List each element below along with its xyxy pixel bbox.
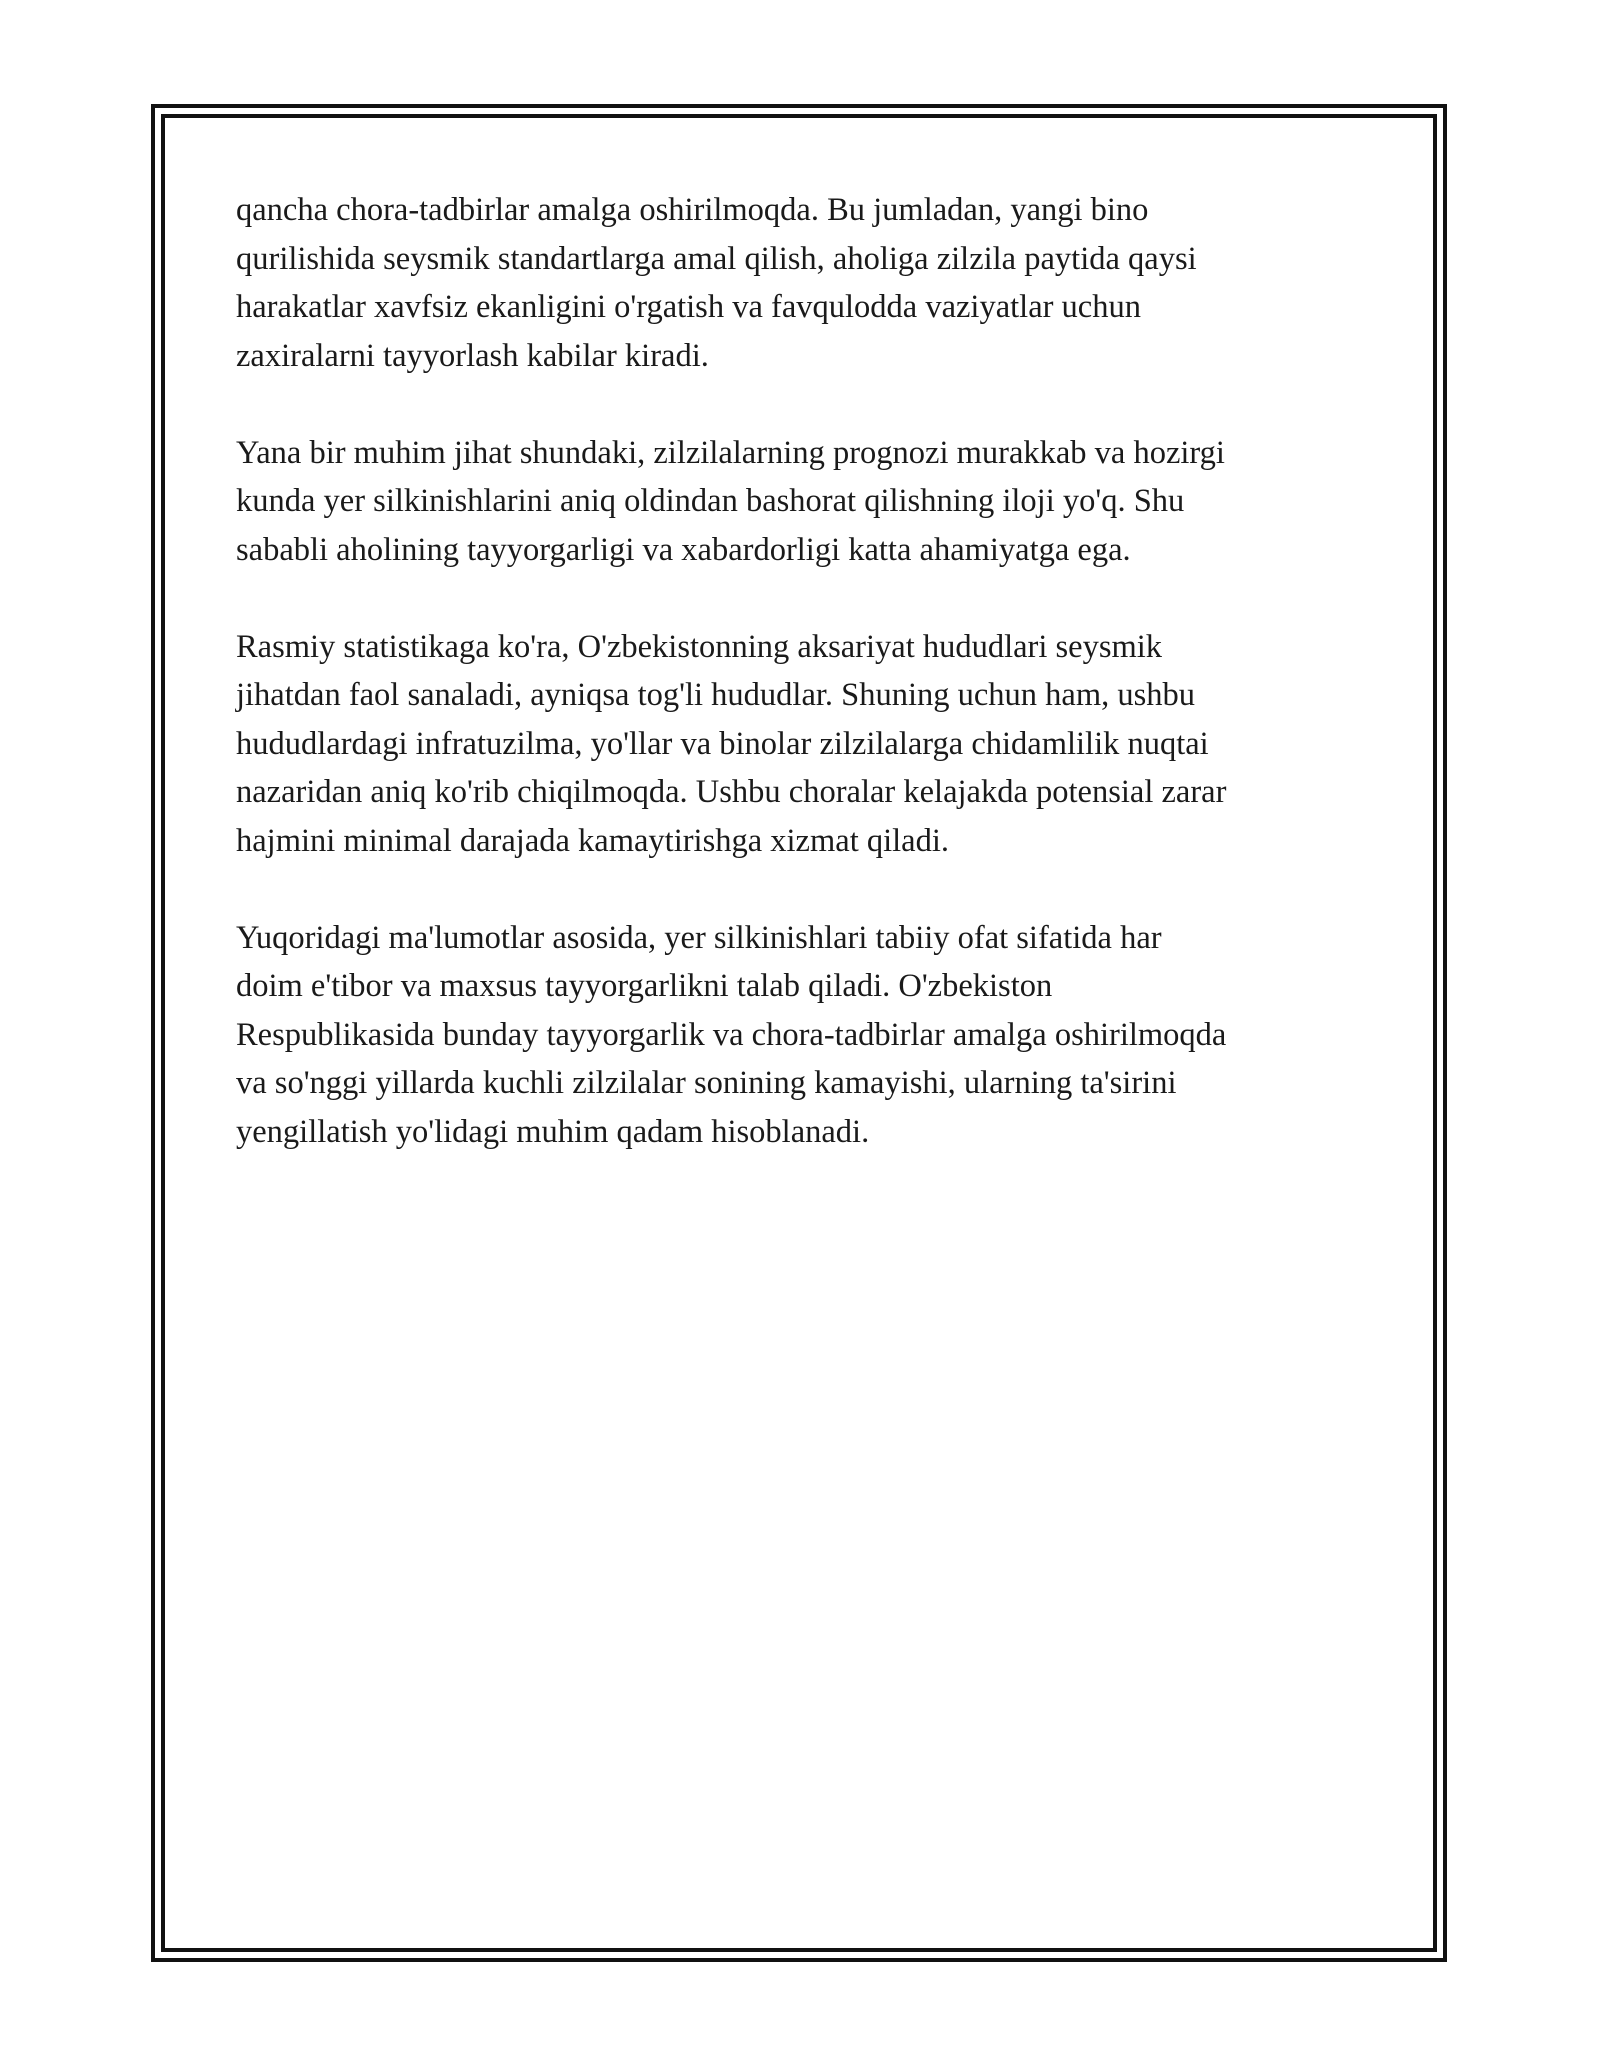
paragraph-1: qancha chora-tadbirlar amalga oshirilmoqda. Bu jumladan, yangi bino qurilishida seysmik standartlarga amal qilish, aholiga zilzila paytida qaysi harakatlar xavfsiz ekanligini o'rgatish va favqulodda vaziyatlar uchun zaxiralarni tayyorlash kabilar kiradi. [236, 192, 1197, 374]
paragraph-4: Yuqoridagi ma'lumotlar asosida, yer silkinishlari tabiiy ofat sifatida har doim e'tibor va maxsus tayyorgarlikni talab qiladi. O'zbekiston Respublikasida bunday tayyorgarlik va chora-tadbirlar amalga oshirilmoqda va so'nggi yillarda kuchli zilzilalar sonining kamayishi, ularning ta'sirini yengillatish yo'lidagi muhim qadam hisoblanadi. [236, 919, 1227, 1150]
paragraph-2: Yana bir muhim jihat shundaki, zilzilalarning prognozi murakkab va hozirgi kunda yer silkinishlarini aniq oldindan bashorat qilishning iloji yo'q. Shu sababli aholining tayyorgarligi va xabardorligi katta ahamiyatga ega. [236, 434, 1225, 568]
paragraph-3: Rasmiy statistikaga ko'ra, O'zbekistonning aksariyat hududlari seysmik jihatdan faol sanaladi, ayniqsa tog'li hududlar. Shuning uchun ham, ushbu hududlardagi infratuzilma, yo'llar va binolar zilzilalarga chidamlilik nuqtai nazaridan aniq ko'rib chiqilmoqda. Ushbu choralar kelajakda potensial zarar hajmini minimal darajada kamaytirishga xizmat qiladi. [236, 628, 1227, 859]
document-body [236, 186, 1366, 1205]
